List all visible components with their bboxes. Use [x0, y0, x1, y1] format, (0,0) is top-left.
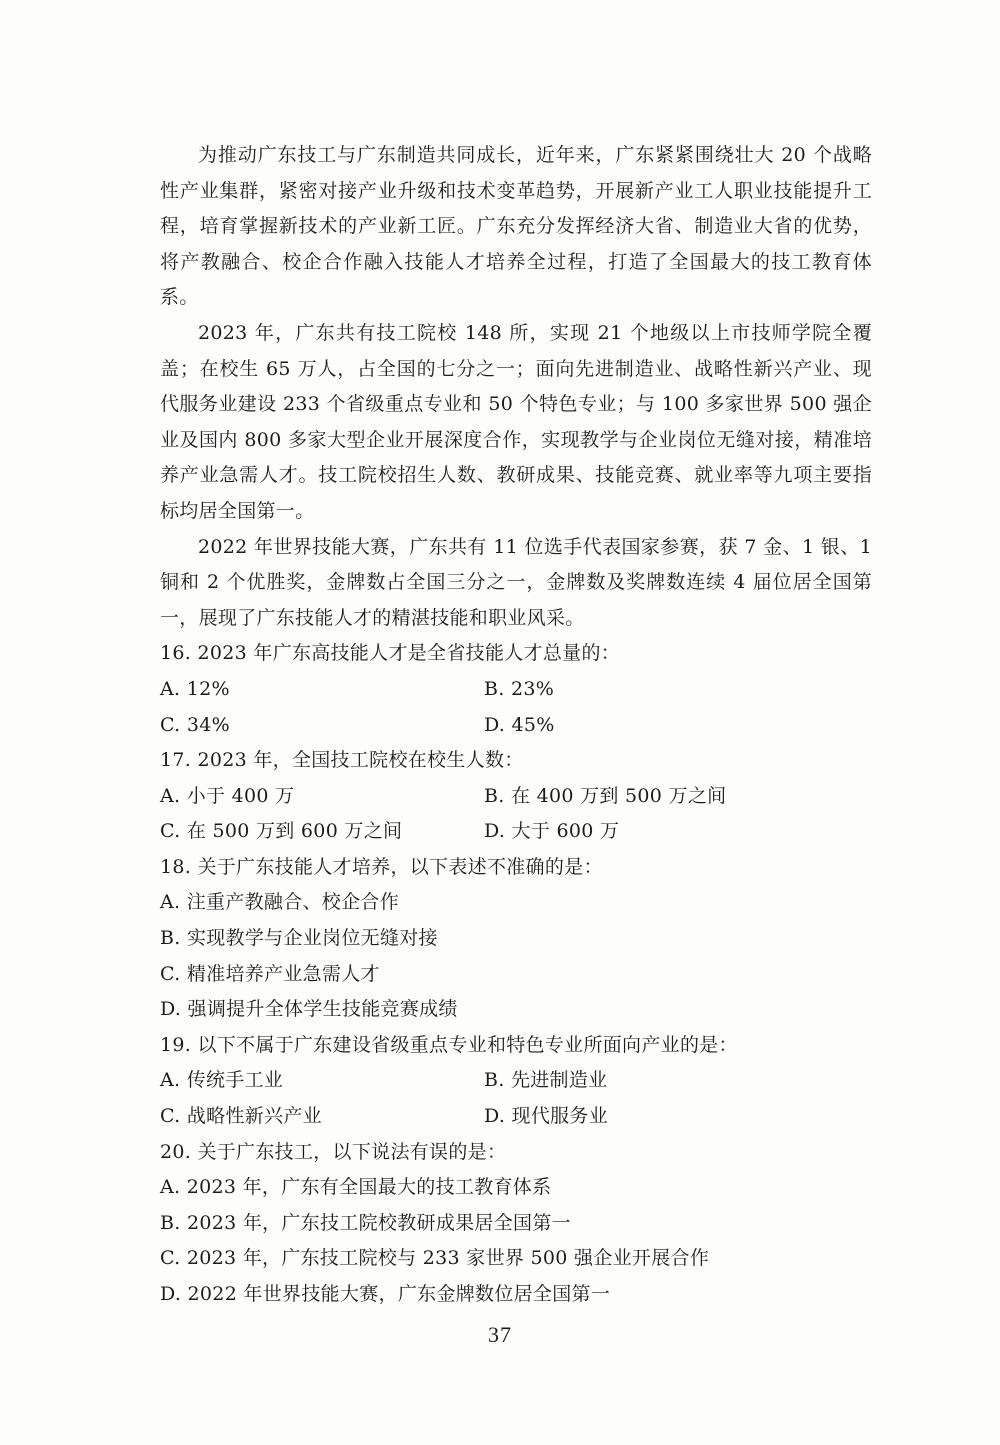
question-stem: 18. 关于广东技能人才培养，以下表述不准确的是：: [160, 855, 603, 878]
option-a: A. 传统手工业: [160, 1069, 284, 1092]
option-b: B. 实现教学与企业岗位无缝对接: [160, 927, 438, 950]
question-17: [160, 743, 872, 850]
option-a: A. 小于 400 万: [160, 784, 295, 807]
question-16: [160, 636, 872, 743]
document-body: [160, 138, 872, 1313]
option-d: D. 强调提升全体学生技能竞赛成绩: [160, 998, 458, 1021]
option-b: B. 23%: [484, 677, 555, 700]
option-c: C. 精准培养产业急需人才: [160, 962, 380, 985]
paragraph-3: 2022 年世界技能大赛，广东共有 11 位选手代表国家参赛，获 7 金、1 银、1 铜和 2 个优胜奖，金牌数占全国三分之一，金牌数及奖牌数连续 4 届位居全国第一，展现了广东技能人才的精湛技能和职业风采。: [160, 535, 872, 629]
page-number: 37: [488, 1322, 512, 1347]
question-stem: 16. 2023 年广东高技能人才是全省技能人才总量的：: [160, 642, 621, 665]
question-stem: 19. 以下不属于广东建设省级重点专业和特色专业所面向产业的是：: [160, 1033, 738, 1056]
paragraph-1: 为推动广东技工与广东制造共同成长，近年来，广东紧紧围绕壮大 20 个战略性产业集群，紧密对接产业升级和技术变革趋势，开展新产业工人职业技能提升工程，培育掌握新技术的产业新工匠。广东充分发挥经济大省、制造业大省的优势，将产教融合、校企合作融入技能人才培养全过程，打造了全国最大的技工教育体系。: [160, 144, 872, 309]
option-b: B. 在 400 万到 500 万之间: [484, 784, 727, 807]
option-d: D. 大于 600 万: [484, 820, 620, 843]
question-19: [160, 1028, 872, 1135]
question-stem: 20. 关于广东技工，以下说法有误的是：: [160, 1140, 507, 1163]
option-c: C. 在 500 万到 600 万之间: [160, 820, 403, 843]
option-b: B. 2023 年，广东技工院校教研成果居全国第一: [160, 1211, 571, 1234]
question-stem: 17. 2023 年，全国技工院校在校生人数：: [160, 749, 524, 772]
question-20: [160, 1135, 872, 1313]
option-b: B. 先进制造业: [484, 1069, 608, 1092]
option-d: D. 现代服务业: [484, 1105, 609, 1128]
paragraph-2: 2023 年，广东共有技工院校 148 所，实现 21 个地级以上市技师学院全覆盖；在校生 65 万人，占全国的七分之一；面向先进制造业、战略性新兴产业、现代服务业建设 233 个省级重点专业和 50 个特色专业；与 100 多家世界 500 强企业及国内 800 多家大型企业开展深度合作，实现教学与企业岗位无缝对接，精准培养产业急需人才。技工院校招生人数、教研成果、技能竞赛、就业率等九项主要指标均居全国第一。: [160, 321, 872, 522]
option-d: D. 45%: [484, 713, 555, 736]
option-a: A. 注重产教融合、校企合作: [160, 891, 400, 914]
option-a: A. 12%: [160, 677, 230, 700]
question-18: [160, 850, 872, 1028]
option-a: A. 2023 年，广东有全国最大的技工教育体系: [160, 1176, 552, 1199]
option-d: D. 2022 年世界技能大赛，广东金牌数位居全国第一: [160, 1283, 611, 1305]
option-c: C. 34%: [160, 713, 230, 736]
option-c: C. 2023 年，广东技工院校与 233 家世界 500 强企业开展合作: [160, 1247, 710, 1270]
option-c: C. 战略性新兴产业: [160, 1105, 322, 1128]
